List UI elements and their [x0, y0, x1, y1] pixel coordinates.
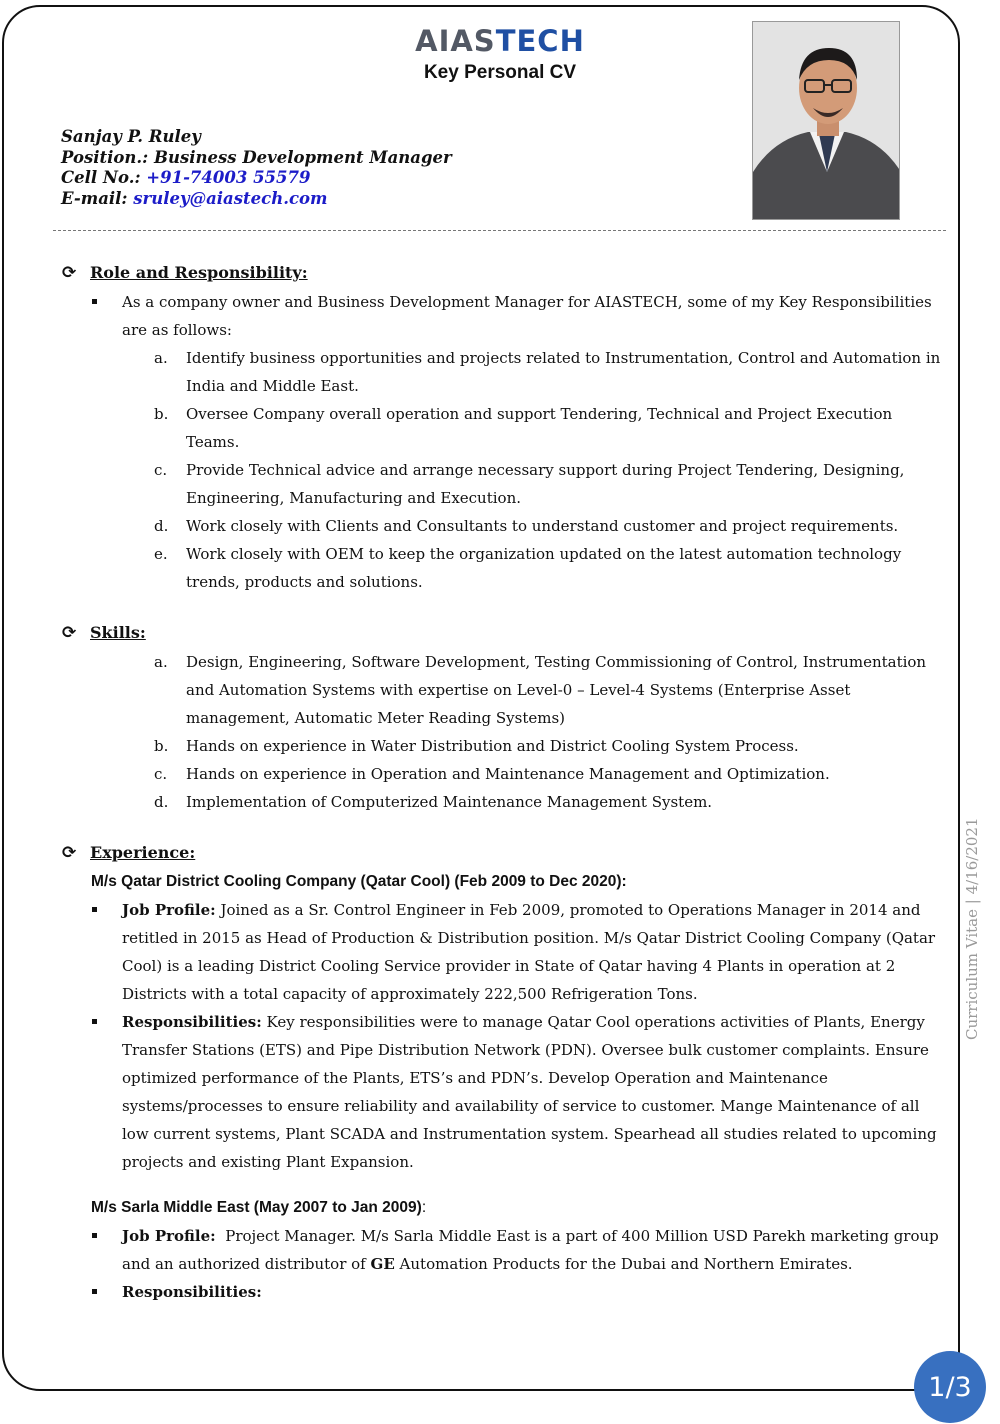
page-number-badge: 1/3	[914, 1351, 986, 1423]
list-item: b. Oversee Company overall operation and support Tendering, Technical and Project Execution Teams.	[154, 405, 893, 451]
list-item: Responsibilities: Key responsibilities were to manage Qatar Cool operations activities of Plants, Energy Transfer Stations (ETS) and Pipe Distribution Network (PDN). Oversee bulk customer complaints. Ensure optimized performance of the Plants, ETS’s and PDN’s. Develop Operation and Maintenance systems/processes to ensure reliability and availability of service to customer. Mange Maintenance of all low current systems, Plant SCADA and Instrumentation system. Spearhead all studies related to upcoming projects and existing Plant Expansion.	[62, 1008, 942, 1176]
list-item: c. Hands on experience in Operation and Maintenance Management and Optimization.	[154, 765, 830, 783]
job1-list	[62, 896, 942, 1176]
cell-line: Cell No.: +91-74003 55579	[61, 168, 311, 187]
list-item: c. Provide Technical advice and arrange necessary support during Project Tendering, Designing, Engineering, Manufacturing and Execution.	[154, 461, 905, 507]
list-item: Job Profile: Joined as a Sr. Control Engineer in Feb 2009, promoted to Operations Manager in 2014 and retitled in 2015 as Head of Production & Distribution position. M/s Qatar District Cooling Company (Qatar Cool) is a leading District Cooling Service provider in State of Qatar having 4 Plants in operation at 2 Districts with a total capacity of approximately 222,500 Refrigeration Tons.	[62, 896, 942, 1008]
role-intro: As a company owner and Business Development Manager for AIASTECH, some of my Key Responsibilities are as follows:	[62, 288, 942, 344]
person-name: Sanjay P. Ruley	[61, 127, 201, 146]
position-line: Position.: Business Development Manager	[61, 147, 452, 167]
role-heading: ⟳ Role and Responsibility:	[62, 258, 942, 288]
list-item: a. Design, Engineering, Software Development, Testing Commissioning of Control, Instrumentation and Automation Systems with expertise on Level-0 – Level-4 Systems (Enterprise Asset management, Automatic Meter Reading Systems)	[154, 653, 927, 727]
list-item: e. Work closely with OEM to keep the organization updated on the latest automation technology trends, products and solutions.	[154, 545, 902, 591]
skills-items	[62, 648, 942, 816]
list-item: d. Work closely with Clients and Consultants to understand customer and project requirements.	[154, 517, 899, 535]
role-list	[62, 288, 942, 344]
cv-body	[62, 258, 942, 1306]
job2-list	[62, 1222, 942, 1306]
phone-number[interactable]: +91-74003 55579	[146, 168, 311, 187]
header-divider	[53, 230, 946, 231]
company-sarla: M/s Sarla Middle East (May 2007 to Jan 2009):	[91, 1199, 427, 1216]
list-item: b. Hands on experience in Water Distribution and District Cooling System Process.	[154, 737, 799, 755]
contact-info	[61, 127, 452, 209]
list-item: Job Profile: Project Manager. M/s Sarla Middle East is a part of 400 Million USD Parekh marketing group and an authorized distributor of GE Automation Products for the Dubai and Northern Emirates.	[62, 1222, 942, 1278]
company-logo: AIASTECH	[415, 24, 585, 58]
email-link[interactable]: sruley@aiastech.com	[133, 188, 328, 208]
experience-heading: ⟳ Experience:	[62, 838, 942, 868]
role-items	[62, 344, 942, 596]
list-item: d. Implementation of Computerized Maintenance Management System.	[154, 793, 713, 811]
refresh-icon: ⟳	[62, 843, 77, 863]
skills-heading: ⟳ Skills:	[62, 618, 942, 648]
list-item: a. Identify business opportunities and projects related to Instrumentation, Control and Automation in India and Middle East.	[154, 349, 941, 395]
company-qatar-cool: M/s Qatar District Cooling Company (Qatar Cool) (Feb 2009 to Dec 2020):	[91, 873, 627, 890]
email-line: E-mail: sruley@aiastech.com	[61, 188, 328, 208]
profile-photo-illustration	[753, 22, 900, 220]
refresh-icon: ⟳	[62, 623, 77, 643]
refresh-icon: ⟳	[62, 263, 77, 283]
profile-photo	[752, 21, 900, 220]
document-title: Key Personal CV	[423, 62, 577, 83]
list-item: Responsibilities:	[62, 1278, 942, 1306]
